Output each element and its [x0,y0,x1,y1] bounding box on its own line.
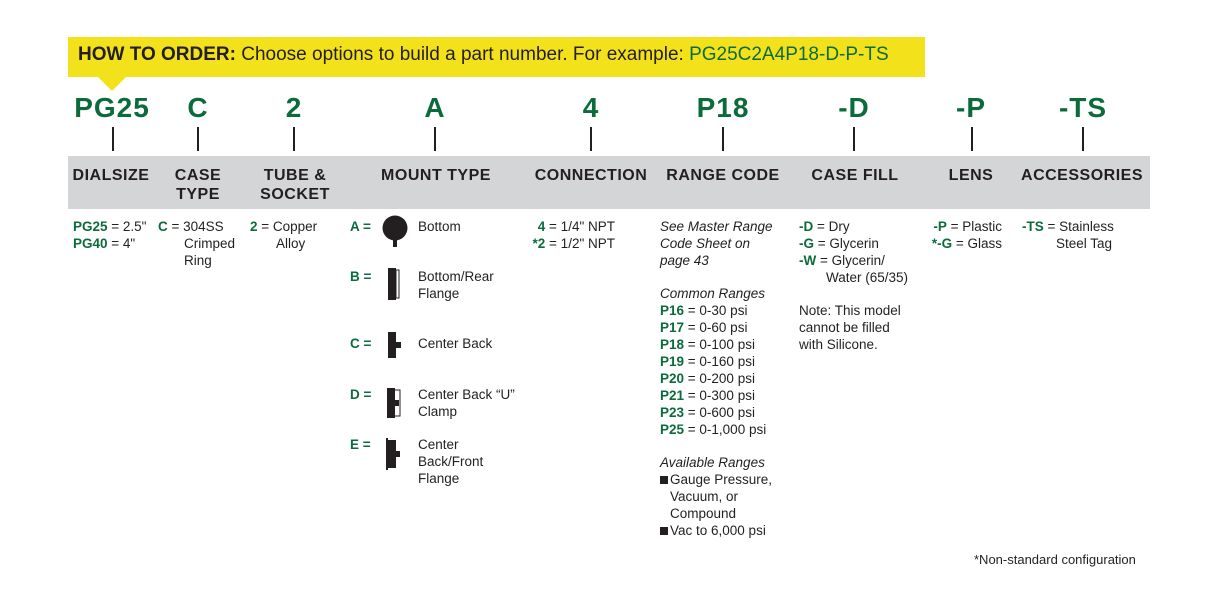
tick-range [722,127,724,151]
lens-options [922,218,1002,252]
code-fill: -D [838,92,870,123]
fill-item: -D = Dry [799,219,850,234]
case-line3: Ring [184,253,212,268]
tick-accessories [1082,127,1084,151]
center-back-icon [386,330,402,360]
available-item: Vac to 6,000 psi [660,522,773,539]
code-connection: 4 [582,92,600,123]
header-mount-type: MOUNT TYPE [381,167,491,184]
connection-item: *2 = 1/2" NPT [532,236,615,251]
connection-item: 4 = 1/4" NPT [537,219,615,234]
mount-letter-e: E = [350,437,371,452]
header-case-type [175,166,221,204]
square-bullet-icon [660,476,668,484]
case-item: C = 304SS [158,219,224,234]
dialsize-item: PG40 = 4" [73,236,136,251]
range-item: P25 = 0-1,000 psi [660,422,767,437]
code-lens: -P [956,92,986,123]
code-dialsize: PG25 [74,92,150,123]
header-case-line2: TYPE [176,186,220,203]
range-item: P19 = 0-160 psi [660,354,755,369]
mount-letter-d: D = [350,387,372,402]
fill-item: -G = Glycerin [799,236,879,251]
header-tube-line2: SOCKET [260,186,330,203]
mount-label-a: Bottom [418,219,461,234]
square-bullet-icon [660,527,668,535]
fill-options: -D = Dry -G = Glycerin -W = Glycerin/ Water (65/35) Note: This model cannot be filled with Silicone. [799,219,909,352]
tick-lens [971,127,973,151]
header-tube-socket [260,166,330,204]
tube-item: 2 = Copper [250,219,318,234]
code-range: P18 [696,92,750,123]
mount-label-d: Center Back “U” Clamp [418,387,515,419]
code-tube: 2 [285,92,303,123]
available-ranges-title: Available Ranges [660,455,765,470]
code-case: C [187,92,209,123]
header-lens: LENS [948,167,994,184]
dialsize-item: PG25 = 2.5" [73,219,147,234]
header-connection: CONNECTION [534,167,648,184]
mount-label-c: Center Back [418,336,493,351]
available-item: Gauge Pressure, [660,471,773,488]
center-back-front-flange-icon [384,436,404,472]
header-tube-line1: TUBE & [263,167,327,184]
fill-note: Note: This model cannot be filled with Silicone. [799,303,901,352]
code-mount: A [424,92,446,123]
mount-label-e: Center Back/Front Flange [418,437,484,486]
accessories-item: -TS = Stainless [1022,219,1114,234]
lens-item: -P = Plastic [933,219,1002,234]
connection-options [531,218,615,252]
accessories-options: -TS = Stainless Steel Tag [1022,219,1114,251]
range-item: P17 = 0-60 psi [660,320,748,335]
header-case-fill: CASE FILL [811,167,899,184]
mount-letter-b: B = [350,269,372,284]
banner-pointer [98,77,126,91]
header-case-line1: CASE [174,167,222,184]
tick-case [197,127,199,151]
header-accessories: ACCESSORIES [1021,167,1143,184]
range-item: P21 = 0-300 psi [660,388,755,403]
center-back-u-clamp-icon [384,384,404,422]
header-dialsize: DIALSIZE [72,167,150,184]
tick-dialsize [112,127,114,151]
lens-item: *-G = Glass [931,236,1002,251]
banner-example: PG25C2A4P18-D-P-TS [689,44,889,65]
common-ranges-title: Common Ranges [660,286,766,301]
footnote: *Non-standard configuration [974,552,1136,567]
mount-label-b: Bottom/Rear Flange [418,269,494,301]
bottom-rear-flange-icon [386,266,402,302]
code-accessories: -TS [1058,92,1108,123]
banner-lead: HOW TO ORDER: [78,44,236,65]
case-line2: Crimped [184,236,236,251]
tube-options [250,218,317,252]
tube-line2: Alloy [276,236,306,251]
mount-letter-a: A = [350,219,371,234]
case-options [158,218,235,269]
range-item: P16 = 0-30 psi [660,303,748,318]
range-item: P18 = 0-100 psi [660,337,755,352]
banner-text: Choose options to build a part number. For example: [235,44,690,65]
fill-item: -W = Glycerin/ [799,253,885,268]
tick-mount [434,127,436,151]
range-item: P20 = 0-200 psi [660,371,755,386]
how-to-order-banner [68,37,925,77]
tick-tube [293,127,295,151]
range-options: See Master Range Code Sheet on page 43 Common Ranges P16 = 0-30 psi P17 = 0-60 psi P18 = 0-100 psi P19 = 0-160 psi P20 = 0-200 psi P21 = 0-300 psi P23 = 0-600 psi P25 = 0-1,000 psi Available Ranges Gauge Pressure, Vacuum, or Compound Vac to 6,000 psi [660,219,773,538]
mount-letter-c: C = [350,336,372,351]
range-item: P23 = 0-600 psi [660,405,755,420]
dialsize-options [73,218,146,252]
bottom-mount-icon [381,214,409,248]
tick-fill [853,127,855,151]
tick-connection [590,127,592,151]
header-range-code: RANGE CODE [666,167,780,184]
